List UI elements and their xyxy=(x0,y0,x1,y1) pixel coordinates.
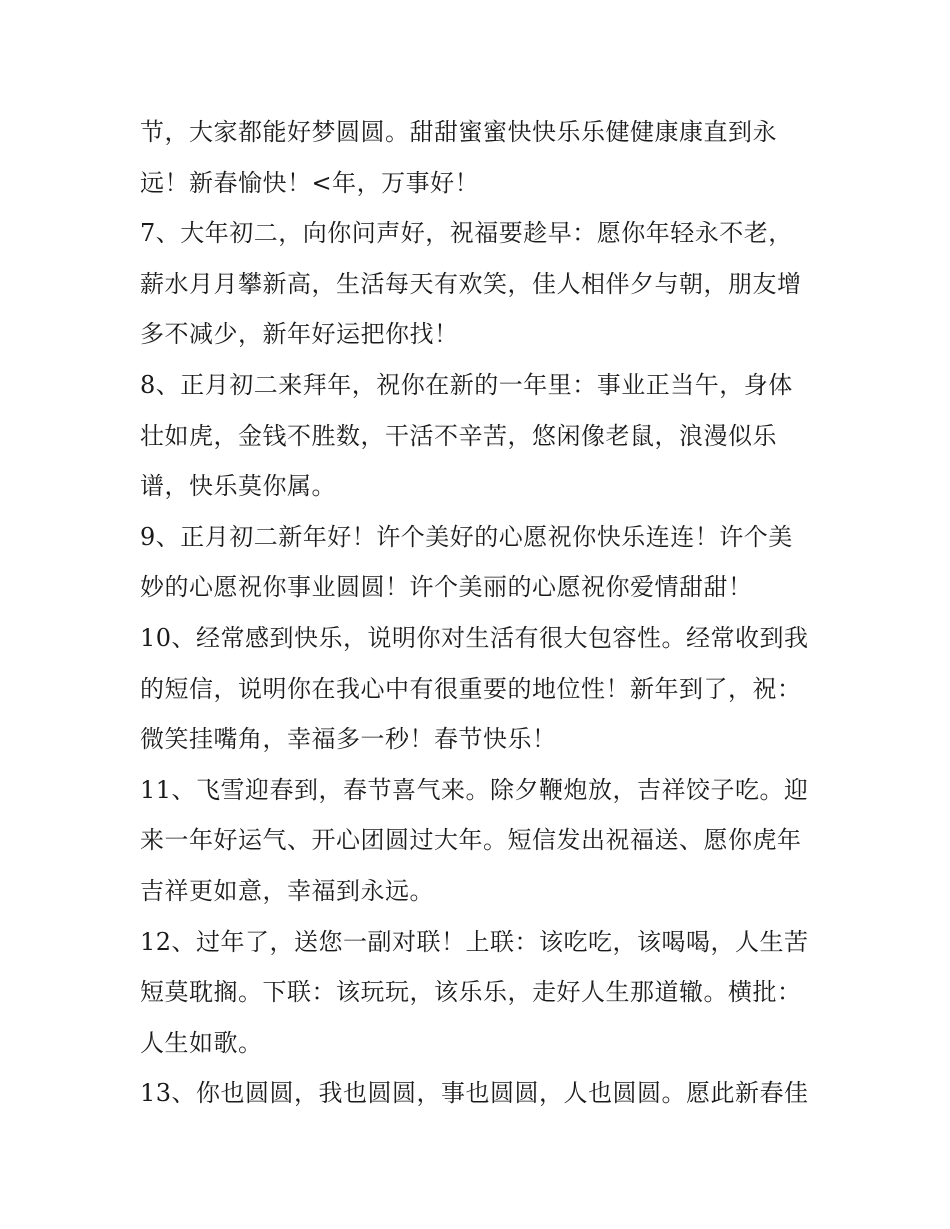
text-line: 妙的心愿祝你事业圆圆！许个美丽的心愿祝你爱情甜甜！ xyxy=(140,573,753,602)
text-line: 壮如虎，金钱不胜数，干活不辛苦，悠闲像老鼠，浪漫似乐 xyxy=(140,421,777,450)
text-line: 节，大家都能好梦圆圆。甜甜蜜蜜快快乐乐健健康康直到永 xyxy=(140,118,777,146)
text-line: 多不减少，新年好运把你找！ xyxy=(140,320,459,349)
text-line: 12、过年了，送您一副对联！上联：该吃吃，该喝喝，人生苦 xyxy=(140,927,809,956)
text-line: 的短信，说明你在我心中有很重要的地位性！新年到了，祝： xyxy=(140,674,802,703)
text-line: 来一年好运气、开心团圆过大年。短信发出祝福送、愿你虎年 xyxy=(140,826,802,855)
text-line: 人生如歌。 xyxy=(140,1028,263,1057)
text-line: 薪水月月攀新高，生活每天有欢笑，佳人相伴夕与朝，朋友增 xyxy=(140,269,802,298)
text-line: 谱，快乐莫你属。 xyxy=(140,472,336,501)
text-line: 13、你也圆圆，我也圆圆，事也圆圆，人也圆圆。愿此新春佳 xyxy=(140,1079,809,1108)
text-line: 10、经常感到快乐，说明你对生活有很大包容性。经常收到我 xyxy=(140,623,809,652)
text-line: 微笑挂嘴角，幸福多一秒！春节快乐！ xyxy=(140,725,557,754)
text-line: 9、正月初二新年好！许个美好的心愿祝你快乐连连！许个美 xyxy=(140,522,793,551)
text-line: 11、飞雪迎春到，春节喜气来。除夕鞭炮放，吉祥饺子吃。迎 xyxy=(140,775,809,804)
text-line: 8、正月初二来拜年，祝你在新的一年里：事业正当午，身体 xyxy=(140,370,793,399)
text-line: 短莫耽搁。下联：该玩玩，该乐乐，走好人生那道辙。横批： xyxy=(140,978,802,1007)
text-line: 吉祥更如意，幸福到永远。 xyxy=(140,876,434,905)
text-line: 7、大年初二，向你问声好，祝福要趁早：愿你年轻永不老， xyxy=(140,219,793,248)
body-text xyxy=(140,107,830,1119)
text-line: 远！新春愉快！<年，万事好！ xyxy=(140,168,480,197)
